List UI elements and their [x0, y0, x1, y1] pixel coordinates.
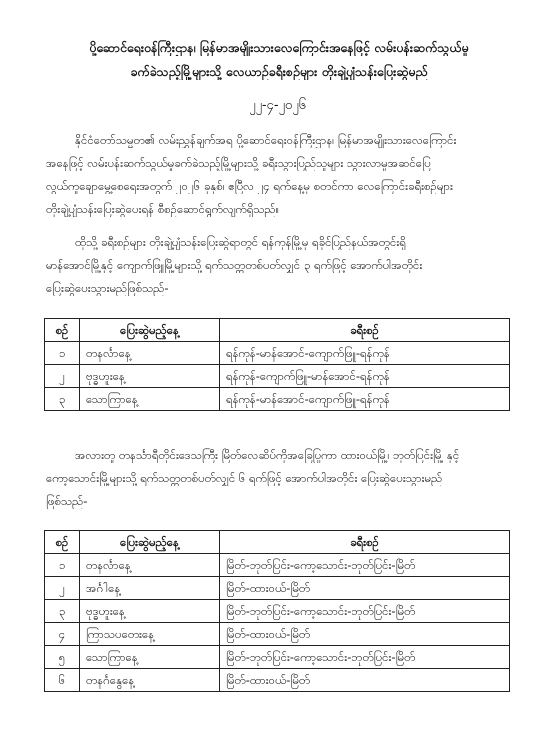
- paragraph-2-line: ပြေးဆွဲပေးသွားမည်ဖြစ်သည်-: [46, 281, 169, 295]
- header-number: စဉ်: [45, 319, 80, 342]
- row-day: တနင်္လာနေ့: [80, 554, 220, 577]
- row-number: ၄: [45, 623, 80, 646]
- table-row: [45, 388, 510, 411]
- paragraph-3-line: အလားတူ တနင်္သာရီတိုင်းဒေသကြီး မြိတ်လေဆိပ်ကိုအခြေပြုကာ ထားဝယ်မြို့၊ ဘုတ်ပြင်းမြို့ နှင့်: [75, 448, 460, 462]
- table-row: [45, 600, 510, 623]
- row-route: မြိတ်-ထားဝယ်-မြိတ်: [220, 669, 510, 692]
- table-row: [45, 646, 510, 669]
- table-row: [45, 623, 510, 646]
- row-number: ၁: [45, 342, 80, 365]
- row-day: အင်္ဂါနေ့: [80, 577, 220, 600]
- table-header-row: [45, 319, 510, 342]
- row-route: မြိတ်-ထားဝယ်-မြိတ်: [220, 623, 510, 646]
- row-route: မြိတ်-ထားဝယ်-မြိတ်: [220, 577, 510, 600]
- row-day: သောကြာနေ့: [80, 388, 220, 411]
- row-day: သောကြာနေ့: [80, 646, 220, 669]
- row-route: ရန်ကုန်-မာန်အောင်-ကျောက်ဖြူ-ရန်ကုန်: [220, 342, 510, 365]
- paragraph-3-line: ကော့သောင်းမြို့များသို့ ရက်သတ္တတစ်ပတ်လျှင် ၆ ရက်ဖြင့် အောက်ပါအတိုင်း ပြေးဆွဲပေးသွားမည်: [46, 471, 443, 485]
- row-day: တနင်္လာနေ့: [80, 342, 220, 365]
- table-row: [45, 365, 510, 388]
- row-number: ၃: [45, 388, 80, 411]
- row-number: ၁: [45, 554, 80, 577]
- row-route: ရန်ကုန်-မာန်အောင်-ကျောက်ဖြူ-ရန်ကုန်: [220, 388, 510, 411]
- table-row: [45, 342, 510, 365]
- row-number: ၂: [45, 365, 80, 388]
- paragraph-2-line: ထိုသို့ ခရီးစဉ်များ တိုးချဲ့ပျံသန်းပြေးဆွဲရာတွင် ရန်ကုန်မြို့မှ ရခိုင်ပြည်နယ်အတွင်းရှိ: [75, 235, 406, 249]
- flight-schedule-table-rakhine: [44, 318, 510, 411]
- row-day: ဗုဒ္ဓဟူးနေ့: [80, 600, 220, 623]
- row-route: မြိတ်-ဘုတ်ပြင်း-ကော့သောင်း-ဘုတ်ပြင်း-မြိတ်: [220, 600, 510, 623]
- row-route: မြိတ်-ဘုတ်ပြင်း-ကော့သောင်း-ဘုတ်ပြင်း-မြိတ်: [220, 554, 510, 577]
- table-header-row: [45, 531, 510, 554]
- table-row: [45, 669, 510, 692]
- header-day: ပြေးဆွဲမည့်နေ့: [80, 319, 220, 342]
- header-day: ပြေးဆွဲမည့်နေ့: [80, 531, 220, 554]
- row-route: မြိတ်-ဘုတ်ပြင်း-ကော့သောင်း-ဘုတ်ပြင်း-မြိတ်: [220, 646, 510, 669]
- row-day: ဗုဒ္ဓဟူးနေ့: [80, 365, 220, 388]
- header-route: ခရီးစဉ်: [220, 531, 510, 554]
- header-number: စဉ်: [45, 531, 80, 554]
- row-number: ၃: [45, 600, 80, 623]
- row-number: ၅: [45, 646, 80, 669]
- row-day: ကြာသပတေးနေ့: [80, 623, 220, 646]
- table-row: [45, 554, 510, 577]
- header-route: ခရီးစဉ်: [220, 319, 510, 342]
- paragraph-1-line: တိုးချဲ့ပျံသန်းပြေးဆွဲပေးရန် စီစဉ်ဆောင်ရွက်လျက်ရှိသည်။: [46, 202, 280, 216]
- title-line-1: ပို့ဆောင်ရေးဝန်ကြီးဌာန၊ မြန်မာအမျိုးသားလေကြောင်းအနေဖြင့် လမ်းပန်းဆက်သွယ်မှု: [89, 40, 469, 55]
- row-day: တနင်္ဂနွေနေ့: [80, 669, 220, 692]
- paragraph-2-line: မာန်အောင်မြို့နှင့် ကျောက်ဖြူမြို့များသို့ ရက်သတ္တတစ်ပတ်လျှင် ၃ ရက်ဖြင့် အောက်ပါအတိုင်း: [46, 258, 423, 272]
- row-route: ရန်ကုန်-ကျောက်ဖြူ-မာန်အောင်-ရန်ကုန်: [220, 365, 510, 388]
- paragraph-1-line: အနေဖြင့် လမ်းပန်းဆက်သွယ်မှုခက်ခဲသည့်မြို့များသို့ ခရီးသွားပြည်သူများ သွားလာမှုအဆင်ပြေ: [46, 156, 431, 170]
- flight-schedule-table-tanintharyi: [44, 530, 510, 692]
- table-row: [45, 577, 510, 600]
- document-date: ၂၂-၄-၂၀၂၆: [249, 98, 306, 113]
- title-line-2: ခက်ခဲသည့်မြို့များသို့ လေယာဉ်ခရီးစဉ်များ တိုးချဲ့ပျံသန်းပြေးဆွဲမည်: [130, 64, 428, 79]
- paragraph-1-line: နိုင်ငံတော်သမ္မတ၏ လမ်းညွှန်ချက်အရ ပို့ဆောင်ရေးဝန်ကြီးဌာန၊ မြန်မာအမျိုးသားလေကြောင်း: [75, 133, 457, 147]
- paragraph-3-line: ဖြစ်သည်-: [46, 494, 88, 508]
- paragraph-1-line: လွယ်ကူချောမွေ့စေရေးအတွက် ၂၀၂၆ ခုနှစ်၊ ဧပြီလ ၂၄ ရက်နေ့မှ စတင်ကာ လေကြောင်းခရီးစဉ်များ: [46, 179, 453, 193]
- row-number: ၆: [45, 669, 80, 692]
- row-number: ၂: [45, 577, 80, 600]
